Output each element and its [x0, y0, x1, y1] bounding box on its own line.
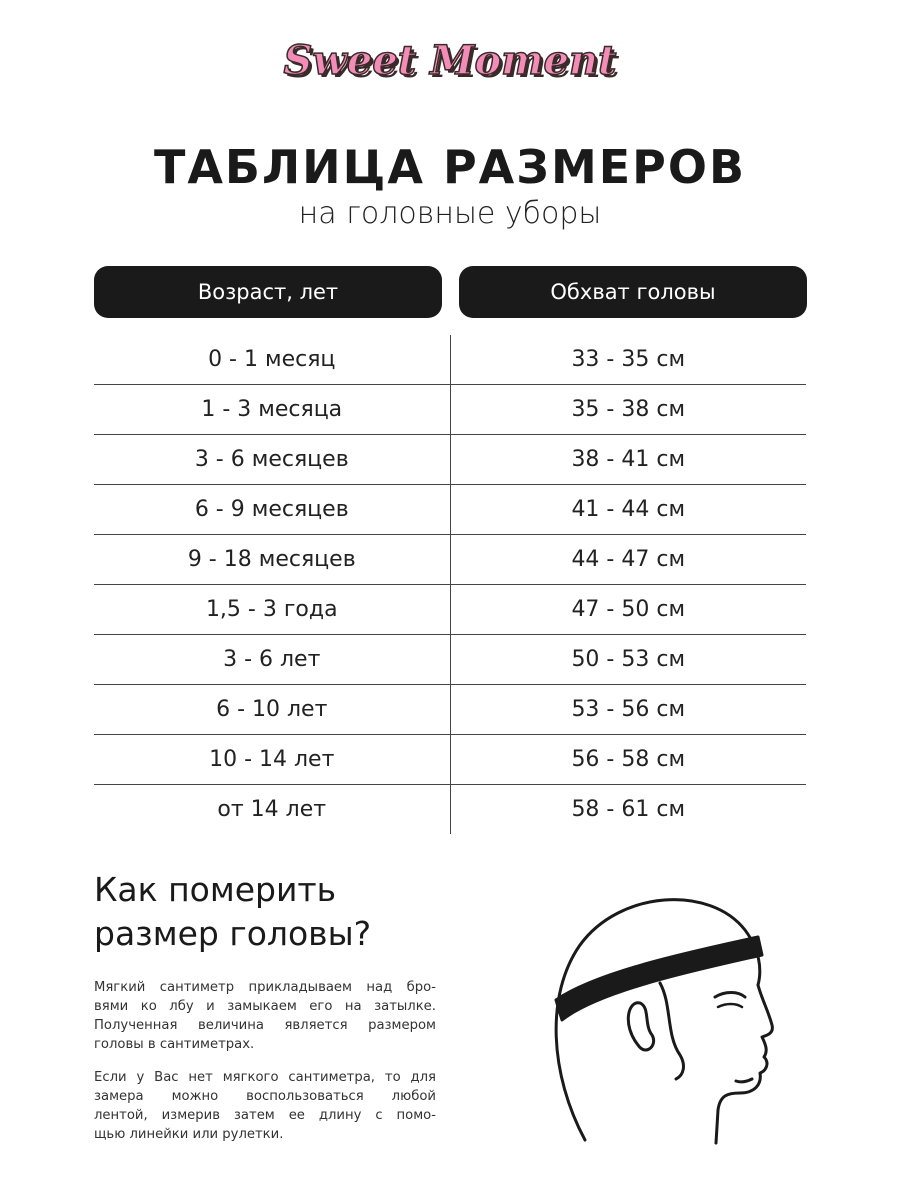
table-row [94, 335, 806, 385]
table-row [94, 535, 806, 585]
howto-paragraph-2 [94, 1068, 436, 1144]
text-line: вями ко лбу и замыкаем его на затылке. [94, 999, 436, 1014]
circumference-cell: 50 - 53 см [571, 647, 686, 672]
table-row [94, 735, 806, 785]
circumference-cell: 33 - 35 см [571, 347, 686, 372]
howto-title-line: Как померить [94, 870, 337, 909]
table-row [94, 785, 806, 834]
page-subtitle: на головные уборы [298, 196, 602, 231]
head-measurement-illustration [540, 875, 800, 1145]
circumference-cell: 53 - 56 см [571, 697, 686, 722]
circumference-cell: 44 - 47 см [571, 547, 686, 572]
table-row [94, 585, 806, 635]
column-header-head-circumference: Обхват головы [459, 266, 807, 318]
table-row [94, 485, 806, 535]
sweet-moment-logo [283, 22, 617, 98]
text-line: головы в сантиметрах. [94, 1037, 255, 1052]
text-line: Если у Вас нет мягкого сантиметра, то для [94, 1070, 436, 1085]
table-row [94, 435, 806, 485]
circumference-cell: 41 - 44 см [571, 497, 686, 522]
table-row [94, 635, 806, 685]
table-row [94, 685, 806, 735]
page-title: ТАБЛИЦА РАЗМЕРОВ [153, 140, 747, 194]
circumference-cell: 47 - 50 см [571, 597, 686, 622]
age-cell: 3 - 6 месяцев [94, 435, 451, 484]
table-row [94, 385, 806, 435]
circumference-cell: 38 - 41 см [571, 447, 686, 472]
text-line: щью линейки или рулетки. [94, 1127, 284, 1142]
age-cell: 1 - 3 месяца [94, 385, 451, 434]
text-line: лентой, измерив затем ее длину с помо- [94, 1108, 436, 1123]
text-line: Полученная величина является размером [94, 1018, 436, 1033]
age-cell: 3 - 6 лет [94, 635, 451, 684]
circumference-cell: 35 - 38 см [571, 397, 686, 422]
age-cell: 10 - 14 лет [94, 735, 451, 784]
age-cell: 0 - 1 месяц [94, 335, 451, 384]
howto-paragraph-1 [94, 978, 436, 1054]
text-line: замера можно воспользоваться любой [94, 1089, 436, 1104]
circumference-cell: 56 - 58 см [571, 747, 686, 772]
circumference-cell: 58 - 61 см [571, 797, 686, 822]
howto-title [94, 868, 371, 956]
age-cell: 1,5 - 3 года [94, 585, 451, 634]
logo-text: Sweet Moment [283, 36, 617, 84]
size-table [94, 335, 806, 834]
column-header-age: Возраст, лет [94, 266, 442, 318]
age-cell: 6 - 9 месяцев [94, 485, 451, 534]
howto-title-line: размер головы? [94, 914, 372, 953]
age-cell: 9 - 18 месяцев [94, 535, 451, 584]
text-line: Мягкий сантиметр прикладываем над бро- [94, 980, 436, 995]
age-cell: от 14 лет [94, 785, 451, 834]
age-cell: 6 - 10 лет [94, 685, 451, 734]
